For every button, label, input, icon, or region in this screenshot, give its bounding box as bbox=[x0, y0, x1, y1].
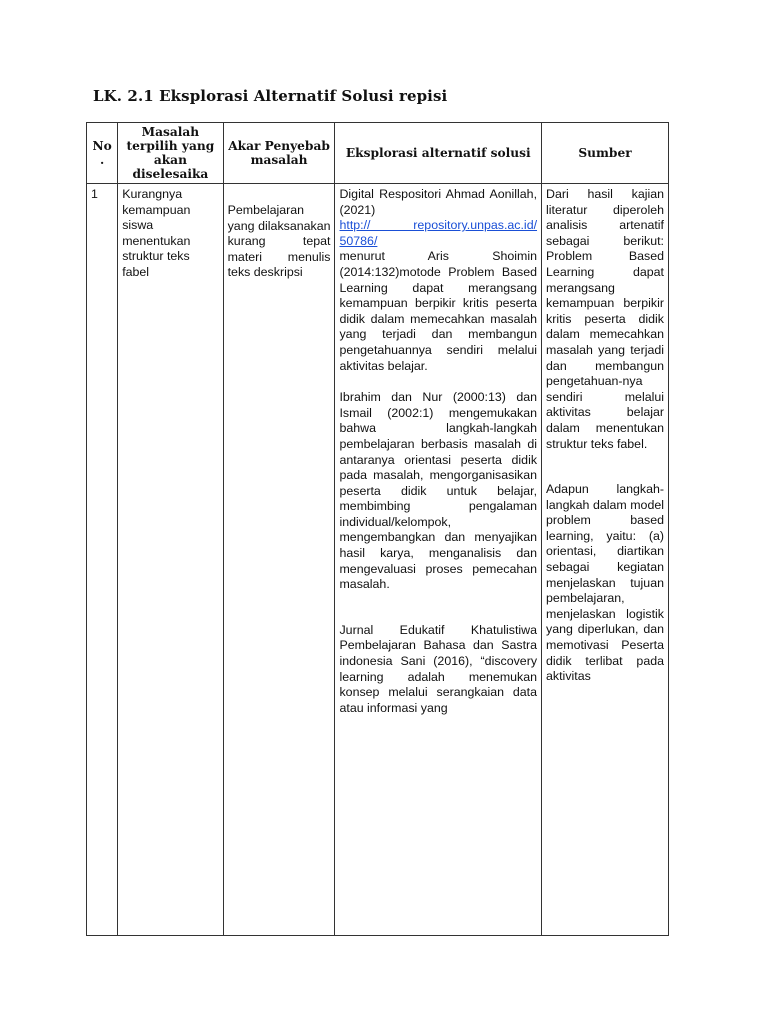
solution-table bbox=[86, 122, 669, 936]
header-eksplorasi: Eksplorasi alternatif solusi bbox=[335, 123, 542, 184]
header-akar-penyebab: Akar Penyebab masalah bbox=[223, 123, 335, 184]
worksheet-title: LK. 2.1 Eksplorasi Alternatif Solusi repisi bbox=[93, 87, 448, 105]
eksplorasi-paragraph-3: Jurnal Edukatif Khatulistiwa Pembelajaran Bahasa dan Sastra indonesia Sani (2016), “discovery learning adalah menemukan konsep melalui serangkaian data atau informasi yang bbox=[339, 622, 538, 715]
eksplorasi-source-1: Digital Respositori Ahmad Aonillah,(2021) bbox=[339, 187, 538, 217]
table-row bbox=[87, 184, 669, 936]
header-sumber: Sumber bbox=[542, 123, 669, 184]
sumber-paragraph-2: Adapun langkah-langkah dalam model problem based learning, yaitu: (a) orientasi, diartikan sebagai kegiatan menjelaskan tujuan pembelajaran, menjelaskan logistik yang diperlukan, dan memotivasi Peserta didik terlibat pada aktivitas bbox=[546, 482, 664, 684]
header-masalah: Masalah terpilih yang akan diselesaika bbox=[118, 123, 223, 184]
table-header-row bbox=[87, 123, 669, 184]
cell-akar-penyebab bbox=[223, 184, 335, 936]
sumber-paragraph-1: Dari hasil kajian literatur diperoleh analisis artenatif sebagai berikut: Problem Based Learning dapat merangsang kemampuan berpikir kritis peserta didik dalam memecahkan masalah yang terjadi dan membangun pengetahuan-nya sendiri melalui aktivitas belajar dalam menentukan struktur teks fabel. bbox=[546, 187, 664, 451]
repository-link[interactable]: http:// repository.unpas.ac.id/ 50786/ bbox=[339, 218, 538, 248]
eksplorasi-paragraph-1: menurut Aris Shoimin (2014:132)motode Problem Based Learning dapat merangsang kemampuan berpikir kritis peserta didik dalam memecahkan masalah yang terjadi dan membangun pengetahuannya sendiri melalui aktivitas belajar. bbox=[339, 249, 538, 373]
cell-no: 1 bbox=[87, 184, 118, 936]
eksplorasi-paragraph-2: Ibrahim dan Nur (2000:13) dan Ismail (2002:1) mengemukakan bahwa langkah-langkah pembelajaran berbasis masalah di antaranya orientasi peserta didik pada masalah, mengorganisasikan peserta didik untuk belajar, membimbing pengalaman individual/kelompok, mengembangkan dan menyajikan hasil karya, menganalisis dan mengevaluasi proses pemecahan masalah. bbox=[339, 390, 538, 592]
header-no: No . bbox=[87, 123, 118, 184]
akar-text: Pembelajaran yang dilaksanakan kurang tepat materi menulis teks deskripsi bbox=[227, 203, 331, 280]
cell-masalah: Kurangnya kemampuan siswa menentukan struktur teks fabel bbox=[118, 184, 223, 936]
cell-sumber bbox=[542, 184, 669, 936]
cell-eksplorasi bbox=[335, 184, 542, 936]
